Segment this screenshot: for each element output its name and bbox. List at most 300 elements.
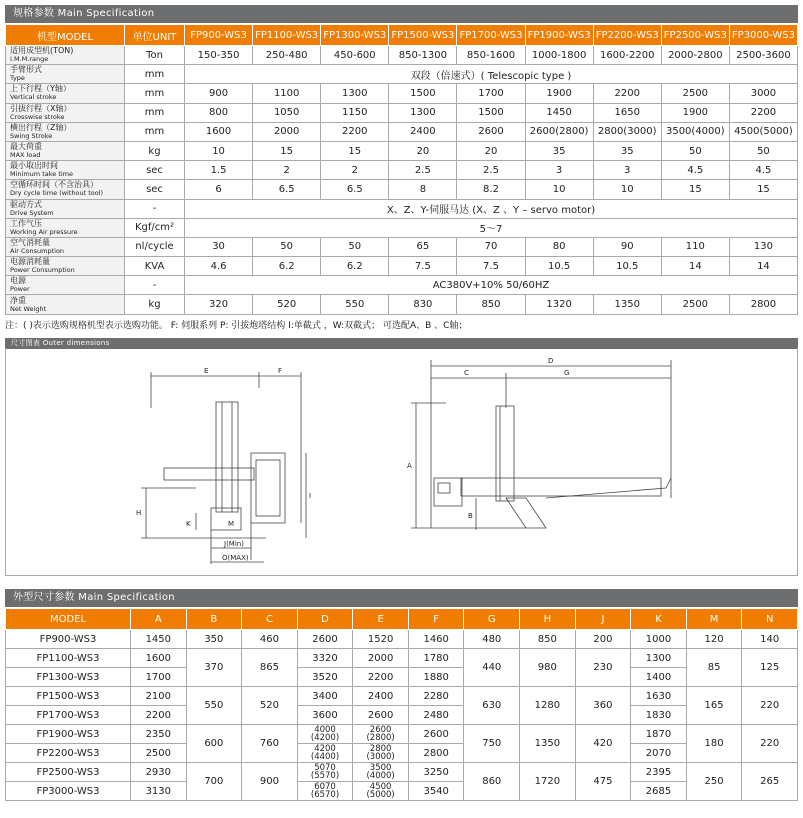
- table-row: [6, 782, 798, 801]
- col-C: C: [242, 609, 298, 630]
- cell-D-value: 4200: [314, 744, 336, 754]
- model-cell: FP3000-WS3: [6, 782, 131, 801]
- spec-value: 2.5: [457, 161, 525, 180]
- cell-C: 460: [242, 630, 298, 649]
- spec-label: [6, 276, 125, 295]
- spec-label-cn: 净重: [10, 295, 26, 305]
- spec-value: 35: [593, 141, 661, 160]
- spec-value: 10.5: [525, 257, 593, 276]
- col-K: K: [631, 609, 687, 630]
- cell-H: 1280: [520, 687, 576, 725]
- cell-C: 760: [242, 725, 298, 763]
- spec-value: 1000-1800: [525, 46, 593, 65]
- cell-E: [353, 782, 409, 801]
- cell-E: [353, 763, 409, 782]
- spec-label-en: Vertical stroke: [10, 93, 57, 102]
- cell-G: 860: [464, 763, 520, 801]
- spec-label-en: Power: [10, 285, 30, 294]
- spec-value: 1450: [525, 103, 593, 122]
- cell-A: 3130: [131, 782, 187, 801]
- dims-section-title: 外型尺寸参数 Main Specification: [5, 589, 798, 607]
- model-col: FP2500-WS3: [661, 25, 729, 46]
- cell-G: 440: [464, 649, 520, 687]
- col-A: A: [131, 609, 187, 630]
- cell-F: 3540: [408, 782, 464, 801]
- spec-unit: -: [125, 276, 185, 295]
- cell-A: 2350: [131, 725, 187, 744]
- cell-D-option: (6570): [310, 790, 340, 800]
- label-E: E: [204, 367, 209, 375]
- cell-H: 850: [520, 630, 576, 649]
- spec-label-cn: 引拔行程（X轴）: [10, 103, 72, 113]
- spec-label-cn: 工作气压: [10, 218, 42, 228]
- cell-J: 360: [575, 687, 631, 725]
- cell-D-value: 4000: [314, 725, 336, 735]
- spec-value: 1900: [525, 84, 593, 103]
- cell-K: 1000: [631, 630, 687, 649]
- cell-G: 480: [464, 630, 520, 649]
- spec-unit: mm: [125, 122, 185, 141]
- model-col: FP2200-WS3: [593, 25, 661, 46]
- cell-H: 1350: [520, 725, 576, 763]
- spec-value: 50: [729, 141, 797, 160]
- cell-E: [353, 744, 409, 763]
- spec-unit: -: [125, 199, 185, 218]
- spec-value: 2000: [253, 122, 321, 141]
- spec-label: [6, 46, 125, 65]
- label-F: F: [278, 367, 283, 375]
- spec-value: 1900: [661, 103, 729, 122]
- spec-value: 250-480: [253, 46, 321, 65]
- label-K: K: [186, 520, 191, 528]
- cell-E-option: (4000): [366, 771, 395, 781]
- cell-E: [353, 725, 409, 744]
- spec-value: 2500-3600: [729, 46, 797, 65]
- spec-value: 1.5: [185, 161, 253, 180]
- cell-D: 3400: [297, 687, 353, 706]
- cell-M: 120: [686, 630, 742, 649]
- table-row: [6, 630, 798, 649]
- spec-value: 4.5: [729, 161, 797, 180]
- col-model: MODEL: [6, 609, 131, 630]
- spec-label: [6, 180, 125, 199]
- spec-value: 1500: [457, 103, 525, 122]
- label-A: A: [407, 462, 412, 470]
- vertical-arm: [216, 402, 238, 512]
- spec-value: 1300: [389, 103, 457, 122]
- spec-value: 3000: [729, 84, 797, 103]
- spec-value: 10: [593, 180, 661, 199]
- model-cell: FP2500-WS3: [6, 763, 131, 782]
- spec-value: 2600(2800): [525, 122, 593, 141]
- cell-H: 980: [520, 649, 576, 687]
- cell-D-option: (4400): [310, 752, 340, 762]
- spec-value: 80: [525, 237, 593, 256]
- spec-value: 520: [253, 295, 321, 314]
- spec-value: 15: [729, 180, 797, 199]
- spec-unit: kg: [125, 295, 185, 314]
- spec-label-cn: 手臂形式: [10, 65, 42, 75]
- spec-label-en: Dry cycle time (without tool): [10, 189, 104, 198]
- spec-value: 800: [185, 103, 253, 122]
- cell-K: 2685: [631, 782, 687, 801]
- spec-span-value: X、Z、Y-伺服马达 (X、Z 、Y – servo motor): [185, 199, 798, 218]
- spec-value: 50: [321, 237, 389, 256]
- spec-value: 450-600: [321, 46, 389, 65]
- spec-row: [6, 180, 798, 199]
- spec-row: [6, 46, 798, 65]
- cell-N: 265: [742, 763, 798, 801]
- spec-value: 10: [185, 141, 253, 160]
- spec-unit: Kgf/cm²: [125, 218, 185, 237]
- spec-label-en: Crosswise stroke: [10, 112, 65, 121]
- spec-value: 850: [457, 295, 525, 314]
- spec-label: [6, 218, 125, 237]
- cell-J: 230: [575, 649, 631, 687]
- cell-K: 1300: [631, 649, 687, 668]
- cell-B: 700: [186, 763, 242, 801]
- spec-label: [6, 84, 125, 103]
- cell-M: 85: [686, 649, 742, 687]
- spec-value: 550: [321, 295, 389, 314]
- cell-J: 200: [575, 630, 631, 649]
- spec-value: 850-1300: [389, 46, 457, 65]
- dims-header-row: [6, 609, 798, 630]
- spec-value: 2600: [457, 122, 525, 141]
- spec-row: [6, 257, 798, 276]
- spec-label-en: Swing Stroke: [10, 131, 53, 140]
- spec-value: 90: [593, 237, 661, 256]
- cell-E-value: 2800: [369, 744, 392, 754]
- spec-span-value: 双段（倍速式）( Telescopic type ): [185, 65, 798, 84]
- spec-value: 1600: [185, 122, 253, 141]
- cell-N: 220: [742, 725, 798, 763]
- cell-E-option: (3000): [366, 752, 395, 762]
- cell-A: 1450: [131, 630, 187, 649]
- cell-H: 1720: [520, 763, 576, 801]
- spec-label: [6, 161, 125, 180]
- model-col: FP1900-WS3: [525, 25, 593, 46]
- cell-D-value: 6070: [314, 782, 336, 792]
- spec-value: 2400: [389, 122, 457, 141]
- spec-value: 130: [729, 237, 797, 256]
- cell-A: 2500: [131, 744, 187, 763]
- spec-value: 1700: [457, 84, 525, 103]
- label-M: M: [228, 520, 235, 528]
- spec-row: [6, 141, 798, 160]
- table-row: [6, 725, 798, 744]
- spec-unit: Ton: [125, 46, 185, 65]
- spec-label: [6, 257, 125, 276]
- spec-label-cn: 驱动方式: [10, 199, 42, 209]
- cell-F: 2280: [408, 687, 464, 706]
- spec-row: [6, 237, 798, 256]
- cell-D: 2600: [297, 630, 353, 649]
- spec-row: [6, 161, 798, 180]
- table-row: [6, 668, 798, 687]
- spec-value: 15: [661, 180, 729, 199]
- cell-K: 2070: [631, 744, 687, 763]
- spec-value: 14: [661, 257, 729, 276]
- cell-B: 550: [186, 687, 242, 725]
- cell-F: 2600: [408, 725, 464, 744]
- spec-value: 830: [389, 295, 457, 314]
- spec-value: 150-350: [185, 46, 253, 65]
- cell-N: 220: [742, 687, 798, 725]
- cell-A: 2930: [131, 763, 187, 782]
- spec-label: [6, 65, 125, 84]
- cell-G: 750: [464, 725, 520, 763]
- spec-value: 7.5: [389, 257, 457, 276]
- spec-value: 2500: [661, 295, 729, 314]
- spec-unit: nl/cycle: [125, 237, 185, 256]
- cell-M: 165: [686, 687, 742, 725]
- dims-table: [5, 608, 798, 801]
- cell-F: 1460: [408, 630, 464, 649]
- spec-label-en: Drive System: [10, 208, 54, 217]
- cell-G: 630: [464, 687, 520, 725]
- cell-D: [297, 763, 353, 782]
- spec-label-cn: 空气消耗量: [10, 237, 50, 247]
- spec-value: 1350: [593, 295, 661, 314]
- spec-row: [6, 199, 798, 218]
- cell-D: [297, 744, 353, 763]
- spec-value: 8: [389, 180, 457, 199]
- label-H: H: [136, 509, 142, 517]
- spec-row: [6, 103, 798, 122]
- label-O: O(MAX): [222, 554, 249, 562]
- spec-row: [6, 122, 798, 141]
- spec-unit: kg: [125, 141, 185, 160]
- spec-value: 3: [593, 161, 661, 180]
- cell-E-value: 4500: [369, 782, 392, 792]
- spec-row: [6, 276, 798, 295]
- table-row: [6, 744, 798, 763]
- spec-label-cn: 最小取出时间: [10, 161, 58, 171]
- spec-table: [5, 24, 798, 315]
- spec-unit: sec: [125, 161, 185, 180]
- spec-unit: mm: [125, 103, 185, 122]
- spec-label-en: Power Consumption: [10, 266, 75, 275]
- model-cell: FP1900-WS3: [6, 725, 131, 744]
- cell-A: 2100: [131, 687, 187, 706]
- cell-D: 3520: [297, 668, 353, 687]
- cell-K: 2395: [631, 763, 687, 782]
- model-cell: FP900-WS3: [6, 630, 131, 649]
- spec-label-cn: 适用成型机(TON): [10, 46, 74, 56]
- cell-D: [297, 725, 353, 744]
- model-cell: FP2200-WS3: [6, 744, 131, 763]
- spec-label-cn: 空循环时间（不含治具）: [10, 180, 98, 190]
- model-cell: FP1500-WS3: [6, 687, 131, 706]
- cell-D-value: 5070: [314, 763, 336, 773]
- model-header: 机型MODEL: [6, 25, 125, 46]
- spec-value: 6.5: [253, 180, 321, 199]
- cell-J: 475: [575, 763, 631, 801]
- spec-label-en: Net Weight: [10, 304, 47, 313]
- spec-label-cn: 电源: [10, 276, 26, 286]
- label-D: D: [548, 357, 554, 365]
- cell-N: 140: [742, 630, 798, 649]
- spec-value: 1320: [525, 295, 593, 314]
- spec-value: 1500: [389, 84, 457, 103]
- label-J: J(Min): [224, 540, 244, 548]
- spec-value: 14: [729, 257, 797, 276]
- label-G: G: [564, 369, 570, 377]
- spec-label-en: I.M.M.range: [10, 55, 49, 64]
- spec-value: 6.5: [321, 180, 389, 199]
- model-col: FP1100-WS3: [253, 25, 321, 46]
- spec-span-value: 5～7: [185, 218, 798, 237]
- spec-row: [6, 295, 798, 314]
- cell-F: 1880: [408, 668, 464, 687]
- spec-value: 15: [321, 141, 389, 160]
- col-J: J: [575, 609, 631, 630]
- spec-unit: KVA: [125, 257, 185, 276]
- spec-value: 850-1600: [457, 46, 525, 65]
- model-col: FP3000-WS3: [729, 25, 797, 46]
- cell-B: 370: [186, 649, 242, 687]
- spec-value: 10.5: [593, 257, 661, 276]
- cell-D: [297, 782, 353, 801]
- spec-note: 注：( )表示选购规格机型表示选购功能。 F: 伺服系列 P: 引拔炮塔结构 I:单截式 ，W:双截式； 可选配A、B 、C轴；: [5, 321, 468, 331]
- spec-value: 2200: [729, 103, 797, 122]
- spec-value: 2800: [729, 295, 797, 314]
- spec-value: 1650: [593, 103, 661, 122]
- cell-F: 2480: [408, 706, 464, 725]
- cell-D-option: (4200): [310, 733, 340, 743]
- vertical-arm-side: [496, 406, 514, 501]
- spec-header-row: [6, 25, 798, 46]
- cell-M: 250: [686, 763, 742, 801]
- table-row: [6, 706, 798, 725]
- spec-value: 2500: [661, 84, 729, 103]
- spec-value: 320: [185, 295, 253, 314]
- model-col: FP1500-WS3: [389, 25, 457, 46]
- spec-value: 50: [253, 237, 321, 256]
- spec-label-en: Minimum take time: [10, 170, 74, 179]
- spec-value: 1600-2200: [593, 46, 661, 65]
- cell-D: 3320: [297, 649, 353, 668]
- spec-label: [6, 237, 125, 256]
- cell-E: 2600: [353, 706, 409, 725]
- drawing-section-title: 尺寸图表 Outer dimensions: [5, 338, 798, 349]
- spec-row: [6, 84, 798, 103]
- spec-value: 2: [253, 161, 321, 180]
- col-B: B: [186, 609, 242, 630]
- spec-value: 1300: [321, 84, 389, 103]
- cell-E-option: (2800): [366, 733, 395, 743]
- cell-K: 1400: [631, 668, 687, 687]
- model-col: FP1300-WS3: [321, 25, 389, 46]
- model-cell: FP1700-WS3: [6, 706, 131, 725]
- spec-label: [6, 103, 125, 122]
- cell-E: 2200: [353, 668, 409, 687]
- spec-value: 6: [185, 180, 253, 199]
- cell-F: 3250: [408, 763, 464, 782]
- spec-value: 4500(5000): [729, 122, 797, 141]
- spec-value: 2200: [593, 84, 661, 103]
- cell-N: 125: [742, 649, 798, 687]
- cell-C: 900: [242, 763, 298, 801]
- spec-value: 2800(3000): [593, 122, 661, 141]
- spec-label: [6, 199, 125, 218]
- col-M: M: [686, 609, 742, 630]
- cell-E-option: (5000): [366, 790, 395, 800]
- spec-label-en: MAX load: [10, 151, 41, 160]
- spec-value: 65: [389, 237, 457, 256]
- label-I: I: [309, 492, 312, 500]
- spec-label-cn: 上下行程（Y轴）: [10, 84, 71, 94]
- col-D: D: [297, 609, 353, 630]
- spec-value: 20: [389, 141, 457, 160]
- cell-F: 1780: [408, 649, 464, 668]
- spec-value: 50: [661, 141, 729, 160]
- beam-side: [461, 478, 661, 496]
- label-C: C: [464, 369, 469, 377]
- spec-label-cn: 电源消耗量: [10, 257, 50, 267]
- spec-value: 15: [253, 141, 321, 160]
- cell-K: 1830: [631, 706, 687, 725]
- col-N: N: [742, 609, 798, 630]
- cell-A: 1700: [131, 668, 187, 687]
- model-col: FP1700-WS3: [457, 25, 525, 46]
- cell-E: 2000: [353, 649, 409, 668]
- cell-B: 350: [186, 630, 242, 649]
- model-cell: FP1100-WS3: [6, 649, 131, 668]
- spec-value: 30: [185, 237, 253, 256]
- spec-value: 7.5: [457, 257, 525, 276]
- spec-value: 10: [525, 180, 593, 199]
- outer-dimensions-drawing: [6, 348, 797, 575]
- unit-header: 单位UNIT: [125, 25, 185, 46]
- table-row: [6, 763, 798, 782]
- cell-M: 180: [686, 725, 742, 763]
- spec-value: 2.5: [389, 161, 457, 180]
- cell-F: 2800: [408, 744, 464, 763]
- spec-label-en: Type: [10, 74, 25, 83]
- spec-value: 35: [525, 141, 593, 160]
- spec-unit: mm: [125, 65, 185, 84]
- spec-section-title: 规格参数 Main Specification: [5, 5, 798, 23]
- spec-value: 8.2: [457, 180, 525, 199]
- spec-label: [6, 141, 125, 160]
- spec-value: 70: [457, 237, 525, 256]
- table-row: [6, 687, 798, 706]
- spec-label-cn: 横出行程（Z轴）: [10, 122, 72, 132]
- spec-label: [6, 295, 125, 314]
- cell-E: 2400: [353, 687, 409, 706]
- spec-value: 1100: [253, 84, 321, 103]
- spec-unit: mm: [125, 84, 185, 103]
- spec-label-cn: 最大荷重: [10, 142, 42, 152]
- cell-C: 520: [242, 687, 298, 725]
- spec-value: 6.2: [321, 257, 389, 276]
- col-H: H: [520, 609, 576, 630]
- label-B: B: [468, 512, 473, 520]
- spec-value: 3: [525, 161, 593, 180]
- cell-E: 1520: [353, 630, 409, 649]
- drawing-area: [5, 348, 798, 576]
- col-E: E: [353, 609, 409, 630]
- spec-value: 1050: [253, 103, 321, 122]
- cell-A: 1600: [131, 649, 187, 668]
- model-col: FP900-WS3: [185, 25, 253, 46]
- cell-C: 865: [242, 649, 298, 687]
- spec-value: 3500(4000): [661, 122, 729, 141]
- cell-A: 2200: [131, 706, 187, 725]
- cell-K: 1630: [631, 687, 687, 706]
